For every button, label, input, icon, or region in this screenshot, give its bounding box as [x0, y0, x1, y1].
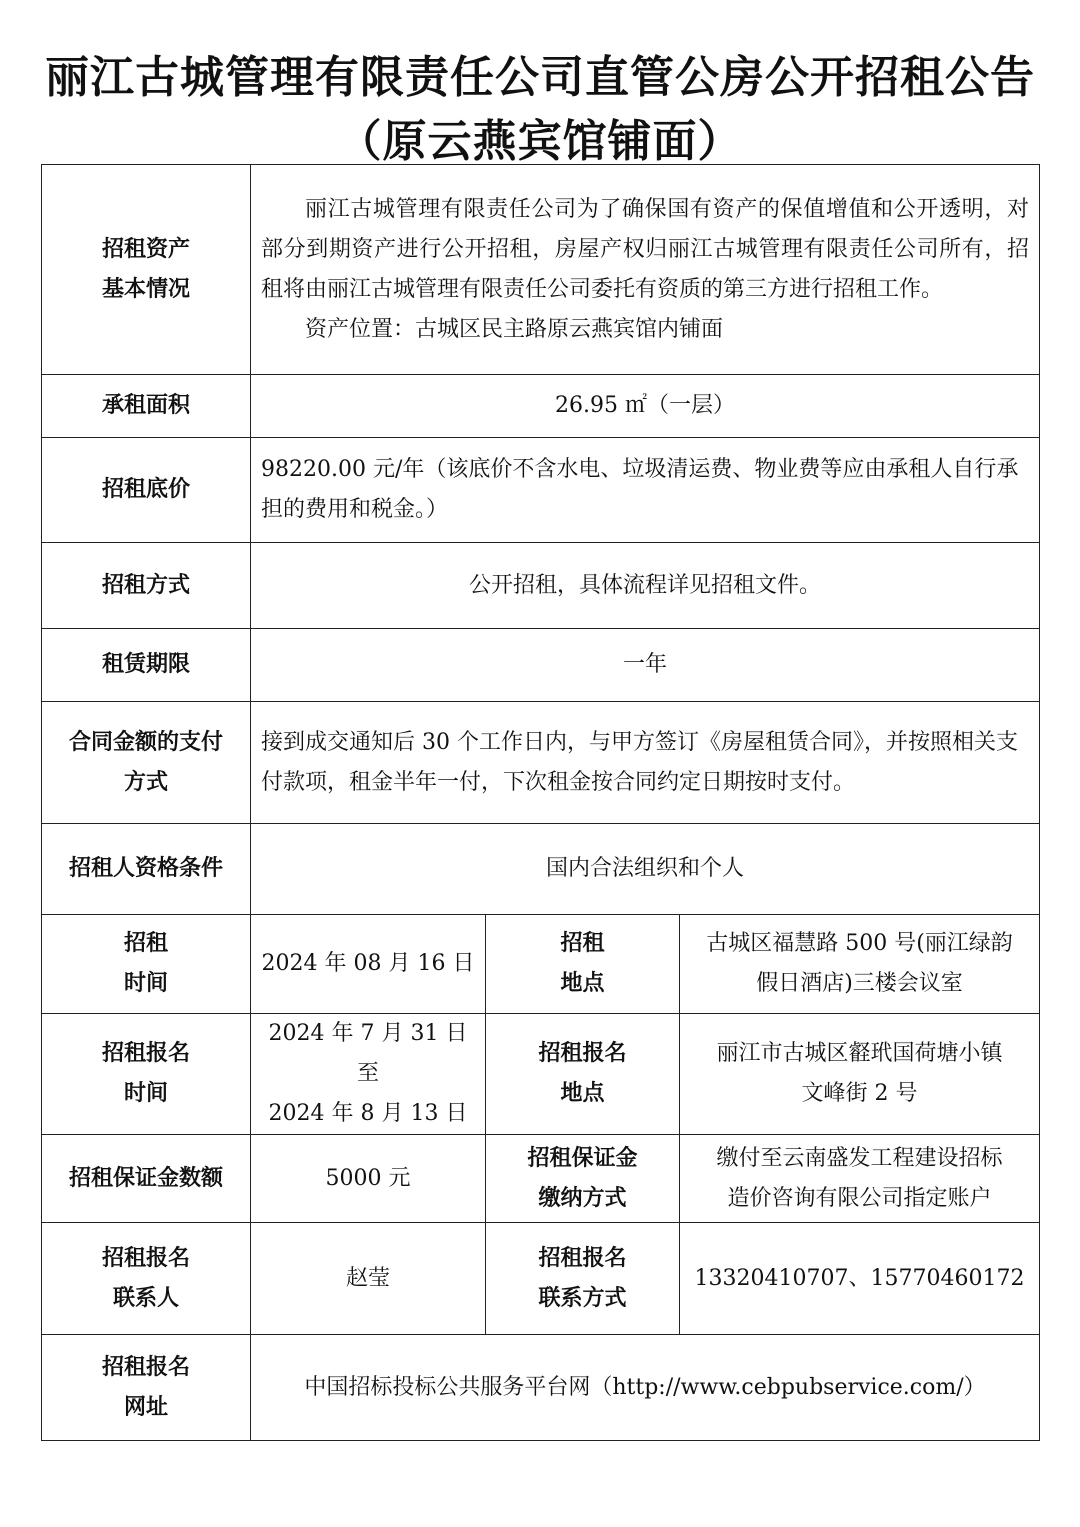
row-deposit [42, 1135, 1040, 1223]
area-value: 26.95 ㎡（一层） [251, 375, 1040, 438]
website-value: 中国招标投标公共服务平台网（http://www.cebpubservice.com/） [251, 1335, 1040, 1441]
payment-value: 接到成交通知后 30 个工作日内，与甲方签订《房屋租赁合同》，并按照相关支付款项，租金半年一付，下次租金按合同约定日期按时支付。 [251, 702, 1040, 824]
term-value: 一年 [251, 629, 1040, 702]
row-tender [42, 915, 1040, 1014]
tender-place-label: 招租 地点 [486, 915, 680, 1014]
row-basic-info [42, 165, 1040, 375]
area-label: 承租面积 [42, 375, 251, 438]
registration-place-value: 丽江市古城区壡玳国荷塘小镇 文峰街 2 号 [680, 1014, 1040, 1135]
row-price [42, 438, 1040, 543]
basic-info-label: 招租资产 基本情况 [42, 165, 251, 375]
contact-person-label: 招租报名 联系人 [42, 1223, 251, 1335]
deposit-amount-value: 5000 元 [251, 1135, 486, 1223]
registration-time-label: 招租报名 时间 [42, 1014, 251, 1135]
basic-info-value [251, 165, 1040, 375]
row-registration [42, 1014, 1040, 1135]
basic-info-paragraph: 丽江古城管理有限责任公司为了确保国有资产的保值增值和公开透明，对部分到期资产进行公开招租，房屋产权归丽江古城管理有限责任公司所有，招租将由丽江古城管理有限责任公司委托有资质的第三方进行招租工作。 [261, 196, 1030, 302]
notice-table [41, 164, 1040, 1441]
row-payment [42, 702, 1040, 824]
row-contact [42, 1223, 1040, 1335]
deposit-method-value: 缴付至云南盛发工程建设招标 造价咨询有限公司指定账户 [680, 1135, 1040, 1223]
deposit-amount-label: 招租保证金数额 [42, 1135, 251, 1223]
row-method [42, 543, 1040, 629]
row-term [42, 629, 1040, 702]
tender-place-value: 古城区福慧路 500 号(丽江绿韵 假日酒店)三楼会议室 [680, 915, 1040, 1014]
price-value: 98220.00 元/年（该底价不含水电、垃圾清运费、物业费等应由承租人自行承担的费用和税金。） [251, 438, 1040, 543]
method-label: 招租方式 [42, 543, 251, 629]
registration-place-label: 招租报名 地点 [486, 1014, 680, 1135]
payment-label: 合同金额的支付 方式 [42, 702, 251, 824]
registration-time-value: 2024 年 7 月 31 日至 2024 年 8 月 13 日 [251, 1014, 486, 1135]
tender-time-value: 2024 年 08 月 16 日 [251, 915, 486, 1014]
document-title-line2: （原云燕宾馆铺面） [337, 116, 743, 167]
row-website [42, 1335, 1040, 1441]
asset-location: 资产位置：古城区民主路原云燕宾馆内铺面 [305, 316, 724, 342]
qualification-value: 国内合法组织和个人 [251, 824, 1040, 915]
price-label: 招租底价 [42, 438, 251, 543]
contact-person-value: 赵莹 [251, 1223, 486, 1335]
contact-phone-value: 13320410707、15770460172 [680, 1223, 1040, 1335]
tender-time-label: 招租 时间 [42, 915, 251, 1014]
row-area [42, 375, 1040, 438]
method-value: 公开招租，具体流程详见招租文件。 [251, 543, 1040, 629]
contact-phone-label: 招租报名 联系方式 [486, 1223, 680, 1335]
document-title-line1: 丽江古城管理有限责任公司直管公房公开招租公告 [45, 52, 1035, 103]
row-qualification [42, 824, 1040, 915]
website-label: 招租报名 网址 [42, 1335, 251, 1441]
qualification-label: 招租人资格条件 [42, 824, 251, 915]
title-block [0, 46, 1080, 174]
deposit-method-label: 招租保证金 缴纳方式 [486, 1135, 680, 1223]
term-label: 租赁期限 [42, 629, 251, 702]
